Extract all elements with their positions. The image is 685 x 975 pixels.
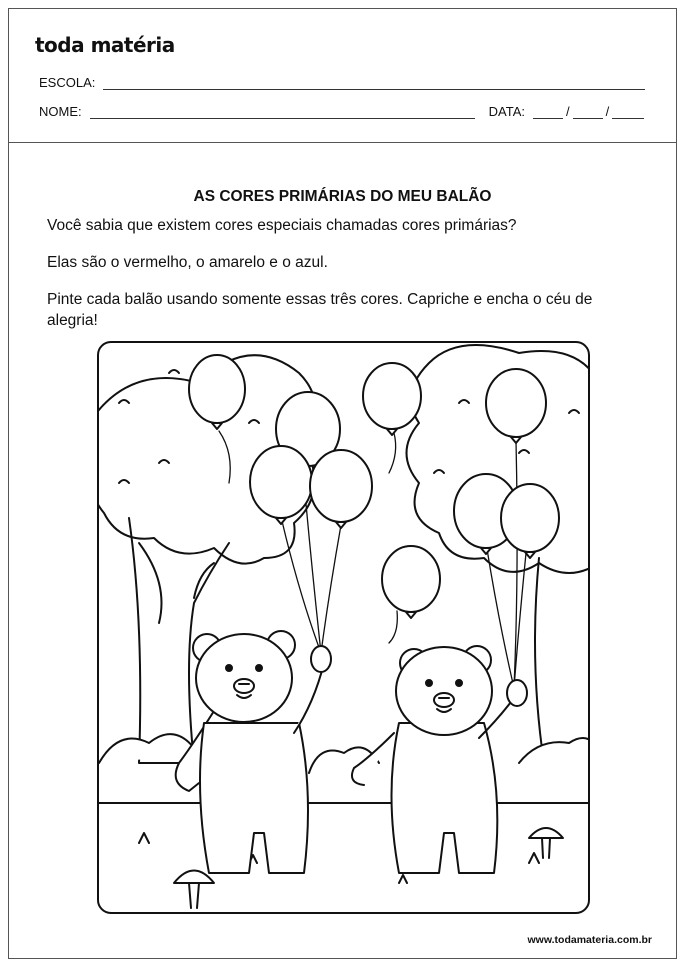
left-bear[interactable] (176, 631, 331, 873)
bushes (99, 734, 588, 783)
date-label: DATA: (488, 104, 525, 119)
paragraph-intro: Você sabia que existem cores especiais chamadas cores primárias? (47, 217, 517, 234)
page-title: AS CORES PRIMÁRIAS DO MEU BALÃO (193, 188, 492, 205)
date-separator: / (605, 104, 610, 119)
paragraph-colors: Elas são o vermelho, o amarelo e o azul. (47, 254, 328, 271)
date-day-line[interactable] (533, 106, 563, 119)
right-bear[interactable] (352, 646, 527, 873)
school-label: ESCOLA: (39, 75, 96, 90)
footer-url[interactable]: www.todamateria.com.br (527, 934, 652, 946)
school-line[interactable] (103, 77, 645, 90)
header-divider (9, 142, 676, 143)
brand-logo: toda matéria (35, 33, 175, 57)
date-year-line[interactable] (612, 106, 644, 119)
school-row (39, 75, 645, 90)
date-separator: / (565, 104, 570, 119)
name-row (39, 104, 644, 119)
name-line[interactable] (90, 106, 475, 119)
worksheet-page (8, 8, 677, 959)
date-month-line[interactable] (573, 106, 603, 119)
coloring-illustration[interactable] (97, 341, 590, 914)
paragraph-instructions: Pinte cada balão usando somente essas três cores. Capriche e encha o céu de alegria! (47, 291, 593, 329)
name-label: NOME: (39, 104, 82, 119)
